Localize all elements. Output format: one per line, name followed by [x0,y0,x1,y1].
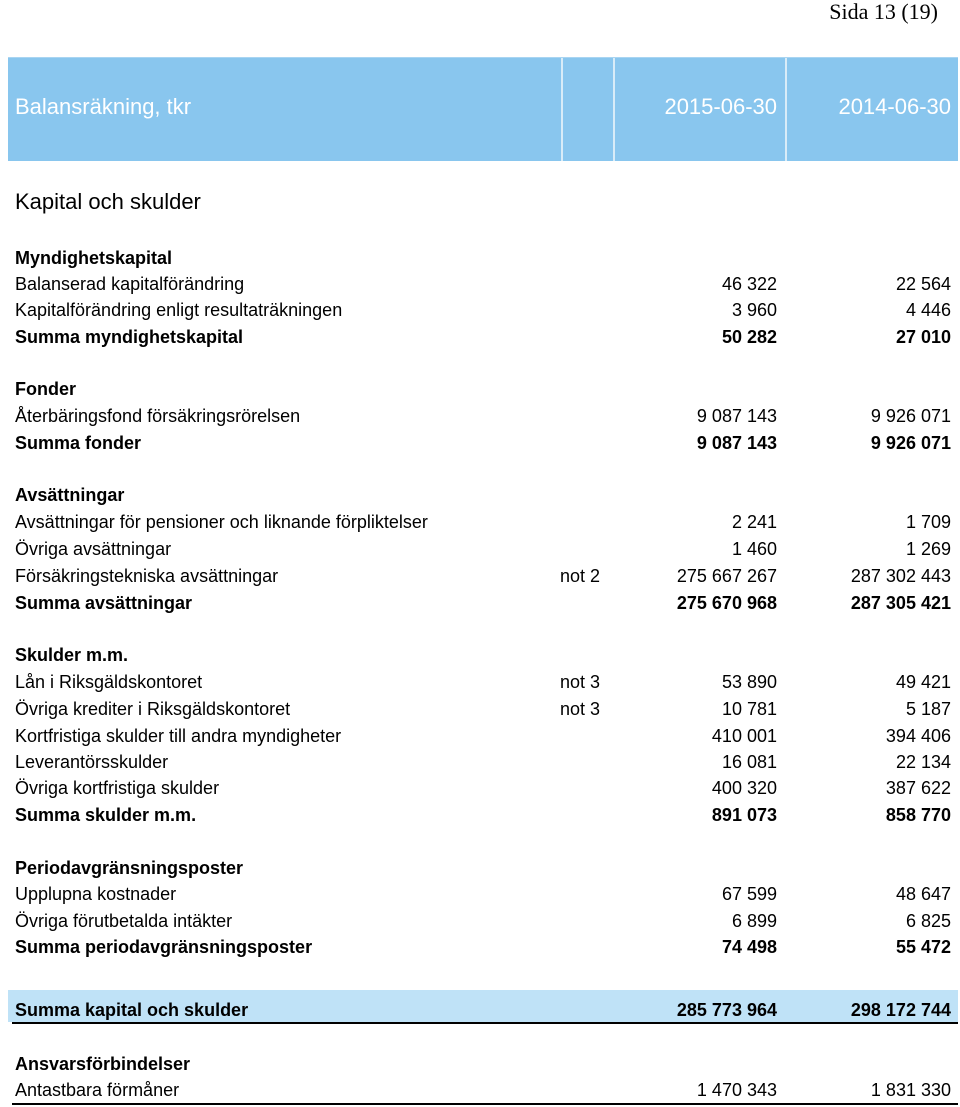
value-2015: 285 773 964 [676,1000,777,1020]
table-row [0,724,960,748]
row-label: Summa kapital och skulder [15,1000,249,1020]
value-2015: 410 001 [711,726,777,746]
table-row [0,776,960,800]
value-2014: 287 302 443 [850,566,951,586]
subtotal-row [0,431,960,455]
group-heading [0,377,960,401]
value-2015: 6 899 [731,911,777,931]
row-label: Övriga krediter i Riksgäldskontoret [15,699,291,719]
column-header-2014: 2014-06-30 [838,94,951,119]
group-heading [0,856,960,880]
value-2015: 50 282 [721,327,777,347]
value-2015: 10 781 [721,699,777,719]
value-2014: 287 305 421 [850,593,951,613]
table-row [0,510,960,534]
value-2014: 6 825 [905,911,951,931]
bottom-rule [12,1103,958,1105]
row-label: Kortfristiga skulder till andra myndigheter [15,726,342,746]
value-2014: 394 406 [885,726,951,746]
value-2014: 4 446 [905,300,951,320]
value-2014: 49 421 [895,672,951,692]
row-label: Övriga förutbetalda intäkter [15,911,233,931]
column-header-2015: 2015-06-30 [664,94,777,119]
subtotal-row [0,325,960,349]
table-title: Balansräkning, tkr [15,94,192,119]
group-heading [0,246,960,270]
value-2014: 55 472 [895,937,951,957]
table-row [0,909,960,933]
value-2014: 298 172 744 [850,1000,951,1020]
page-number: Sida 13 (19) [829,0,938,24]
row-label: Avsättningar för pensioner och liknande förpliktelser [15,512,428,532]
table-row [0,564,960,588]
row-label: Antastbara förmåner [15,1080,180,1100]
row-label: Summa myndighetskapital [15,327,244,347]
value-2015: 1 470 343 [696,1080,777,1100]
row-label: Balanserad kapitalförändring [15,274,245,294]
row-label: Lån i Riksgäldskontoret [15,672,203,692]
value-2015: 400 320 [711,778,777,798]
value-2014: 22 134 [895,752,951,772]
row-label: Myndighetskapital [15,248,173,268]
table-row [0,697,960,721]
table-row [0,882,960,906]
value-2014: 9 926 071 [870,406,951,426]
row-label: Upplupna kostnader [15,884,177,904]
value-2015: 67 599 [721,884,777,904]
value-2015: 891 073 [711,805,777,825]
value-2015: 275 667 267 [676,566,777,586]
value-2014: 5 187 [905,699,951,719]
value-2014: 48 647 [895,884,951,904]
row-label: Återbäringsfond försäkringsrörelsen [15,406,301,426]
row-label: Summa periodavgränsningsposter [15,937,313,957]
table-header [0,93,960,121]
value-2014: 22 564 [895,274,951,294]
table-row [0,537,960,561]
section-title: Kapital och skulder [15,189,201,214]
subtotal-row [0,803,960,827]
total-underline [12,1022,958,1024]
row-label: Fonder [15,379,76,399]
value-2015: 275 670 968 [676,593,777,613]
row-note: not 3 [560,699,601,719]
value-2015: 16 081 [721,752,777,772]
value-2015: 3 960 [731,300,777,320]
row-note: not 2 [560,566,601,586]
row-label: Försäkringstekniska avsättningar [15,566,279,586]
value-2015: 74 498 [721,937,777,957]
row-label: Skulder m.m. [15,645,129,665]
group-heading [0,1052,960,1076]
row-label: Summa skulder m.m. [15,805,197,825]
value-2014: 1 709 [905,512,951,532]
value-2014: 1 831 330 [870,1080,951,1100]
row-note: not 3 [560,672,601,692]
value-2015: 9 087 143 [696,406,777,426]
subtotal-row [0,591,960,615]
group-heading [0,643,960,667]
table-row [0,670,960,694]
row-label: Kapitalförändring enligt resultaträkningen [15,300,343,320]
value-2015: 9 087 143 [696,433,777,453]
value-2015: 53 890 [721,672,777,692]
value-2015: 46 322 [721,274,777,294]
row-label: Leverantörsskulder [15,752,169,772]
value-2015: 1 460 [731,539,777,559]
value-2014: 9 926 071 [870,433,951,453]
row-label: Avsättningar [15,485,125,505]
value-2014: 1 269 [905,539,951,559]
table-row [0,404,960,428]
row-label: Summa fonder [15,433,142,453]
table-row [0,750,960,774]
row-label: Övriga kortfristiga skulder [15,778,220,798]
row-label: Summa avsättningar [15,593,193,613]
value-2014: 27 010 [895,327,951,347]
grand-total-row [0,998,960,1022]
subtotal-row [0,935,960,959]
row-label: Ansvarsförbindelser [15,1054,191,1074]
table-row [0,272,960,296]
table-row [0,298,960,322]
value-2014: 858 770 [885,805,951,825]
row-label: Periodavgränsningsposter [15,858,244,878]
table-row [0,1078,960,1102]
group-heading [0,483,960,507]
row-label: Övriga avsättningar [15,539,172,559]
value-2015: 2 241 [731,512,777,532]
value-2014: 387 622 [885,778,951,798]
